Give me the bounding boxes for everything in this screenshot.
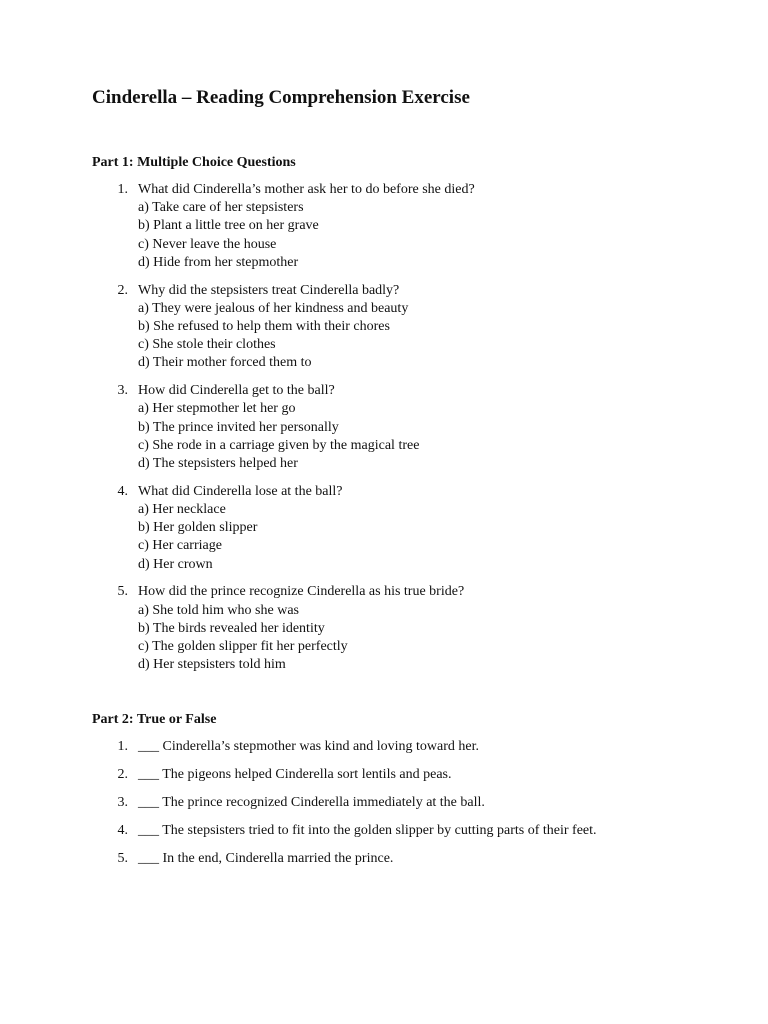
statement-text: ___ The stepsisters tried to fit into the golden slipper by cutting parts of their feet.: [138, 823, 597, 838]
statement-text: ___ The pigeons helped Cinderella sort lentils and peas.: [138, 767, 452, 782]
answer-option: b) Plant a little tree on her grave: [138, 218, 319, 234]
question-number: 1.: [117, 182, 128, 197]
tf-statement: [0, 822, 597, 840]
document-title: Cinderella – Reading Comprehension Exercise: [92, 87, 470, 108]
tf-statement: [0, 850, 597, 868]
section-heading-part1: Part 1: Multiple Choice Questions: [92, 155, 296, 170]
question-text: Why did the stepsisters treat Cinderella badly?: [138, 282, 400, 298]
answer-option: a) She told him who she was: [138, 602, 299, 618]
section-heading-part2: Part 2: True or False: [92, 712, 217, 727]
question-number: 3.: [117, 383, 128, 399]
answer-option: d) The stepsisters helped her: [138, 456, 298, 472]
answer-option: d) Hide from her stepmother: [138, 254, 299, 270]
answer-option: b) She refused to help them with their chores: [138, 319, 390, 335]
tf-statement: [0, 794, 597, 812]
statement-text: ___ Cinderella’s stepmother was kind and loving toward her.: [138, 739, 479, 754]
answer-option: a) Take care of her stepsisters: [138, 200, 304, 216]
answer-option: c) Never leave the house: [138, 236, 277, 252]
question-text: How did the prince recognize Cinderella as his true bride?: [138, 584, 465, 600]
answer-option: d) Her stepsisters told him: [138, 657, 286, 673]
answer-option: d) Her crown: [138, 556, 213, 572]
answer-option: c) She stole their clothes: [138, 337, 276, 353]
question-body: [138, 282, 475, 373]
mc-question: [0, 583, 475, 674]
question-number: 2.: [117, 282, 128, 298]
mc-question: [0, 382, 475, 473]
tf-statement: [0, 766, 597, 784]
answer-option: c) The golden slipper fit her perfectly: [138, 639, 348, 655]
statement-number: 5.: [117, 851, 128, 866]
question-body: [138, 181, 475, 272]
question-number: 5.: [117, 584, 128, 600]
question-text: What did Cinderella lose at the ball?: [138, 483, 343, 499]
answer-option: c) Her carriage: [138, 538, 222, 554]
question-text: What did Cinderella’s mother ask her to do before she died?: [138, 182, 475, 197]
statement-text: ___ In the end, Cinderella married the prince.: [138, 851, 394, 866]
question-text: How did Cinderella get to the ball?: [138, 383, 335, 399]
true-false-list: [0, 738, 597, 878]
question-body: [138, 382, 475, 473]
question-body: [138, 583, 475, 674]
answer-option: d) Their mother forced them to: [138, 355, 312, 371]
answer-option: c) She rode in a carriage given by the magical tree: [138, 437, 420, 453]
statement-number: 4.: [117, 823, 128, 838]
multiple-choice-list: [0, 181, 475, 684]
mc-question: [0, 181, 475, 272]
mc-question: [0, 483, 475, 574]
statement-text: ___ The prince recognized Cinderella immediately at the ball.: [138, 795, 485, 810]
statement-number: 3.: [117, 795, 128, 810]
question-body: [138, 483, 475, 574]
mc-question: [0, 282, 475, 373]
answer-option: a) Her necklace: [138, 502, 226, 518]
tf-statement: [0, 738, 597, 756]
statement-number: 2.: [117, 767, 128, 782]
answer-option: b) The birds revealed her identity: [138, 620, 325, 636]
answer-option: a) Her stepmother let her go: [138, 401, 296, 417]
question-number: 4.: [117, 483, 128, 499]
answer-option: a) They were jealous of her kindness and beauty: [138, 300, 409, 316]
answer-option: b) The prince invited her personally: [138, 419, 339, 435]
answer-option: b) Her golden slipper: [138, 520, 258, 536]
statement-number: 1.: [117, 739, 128, 754]
